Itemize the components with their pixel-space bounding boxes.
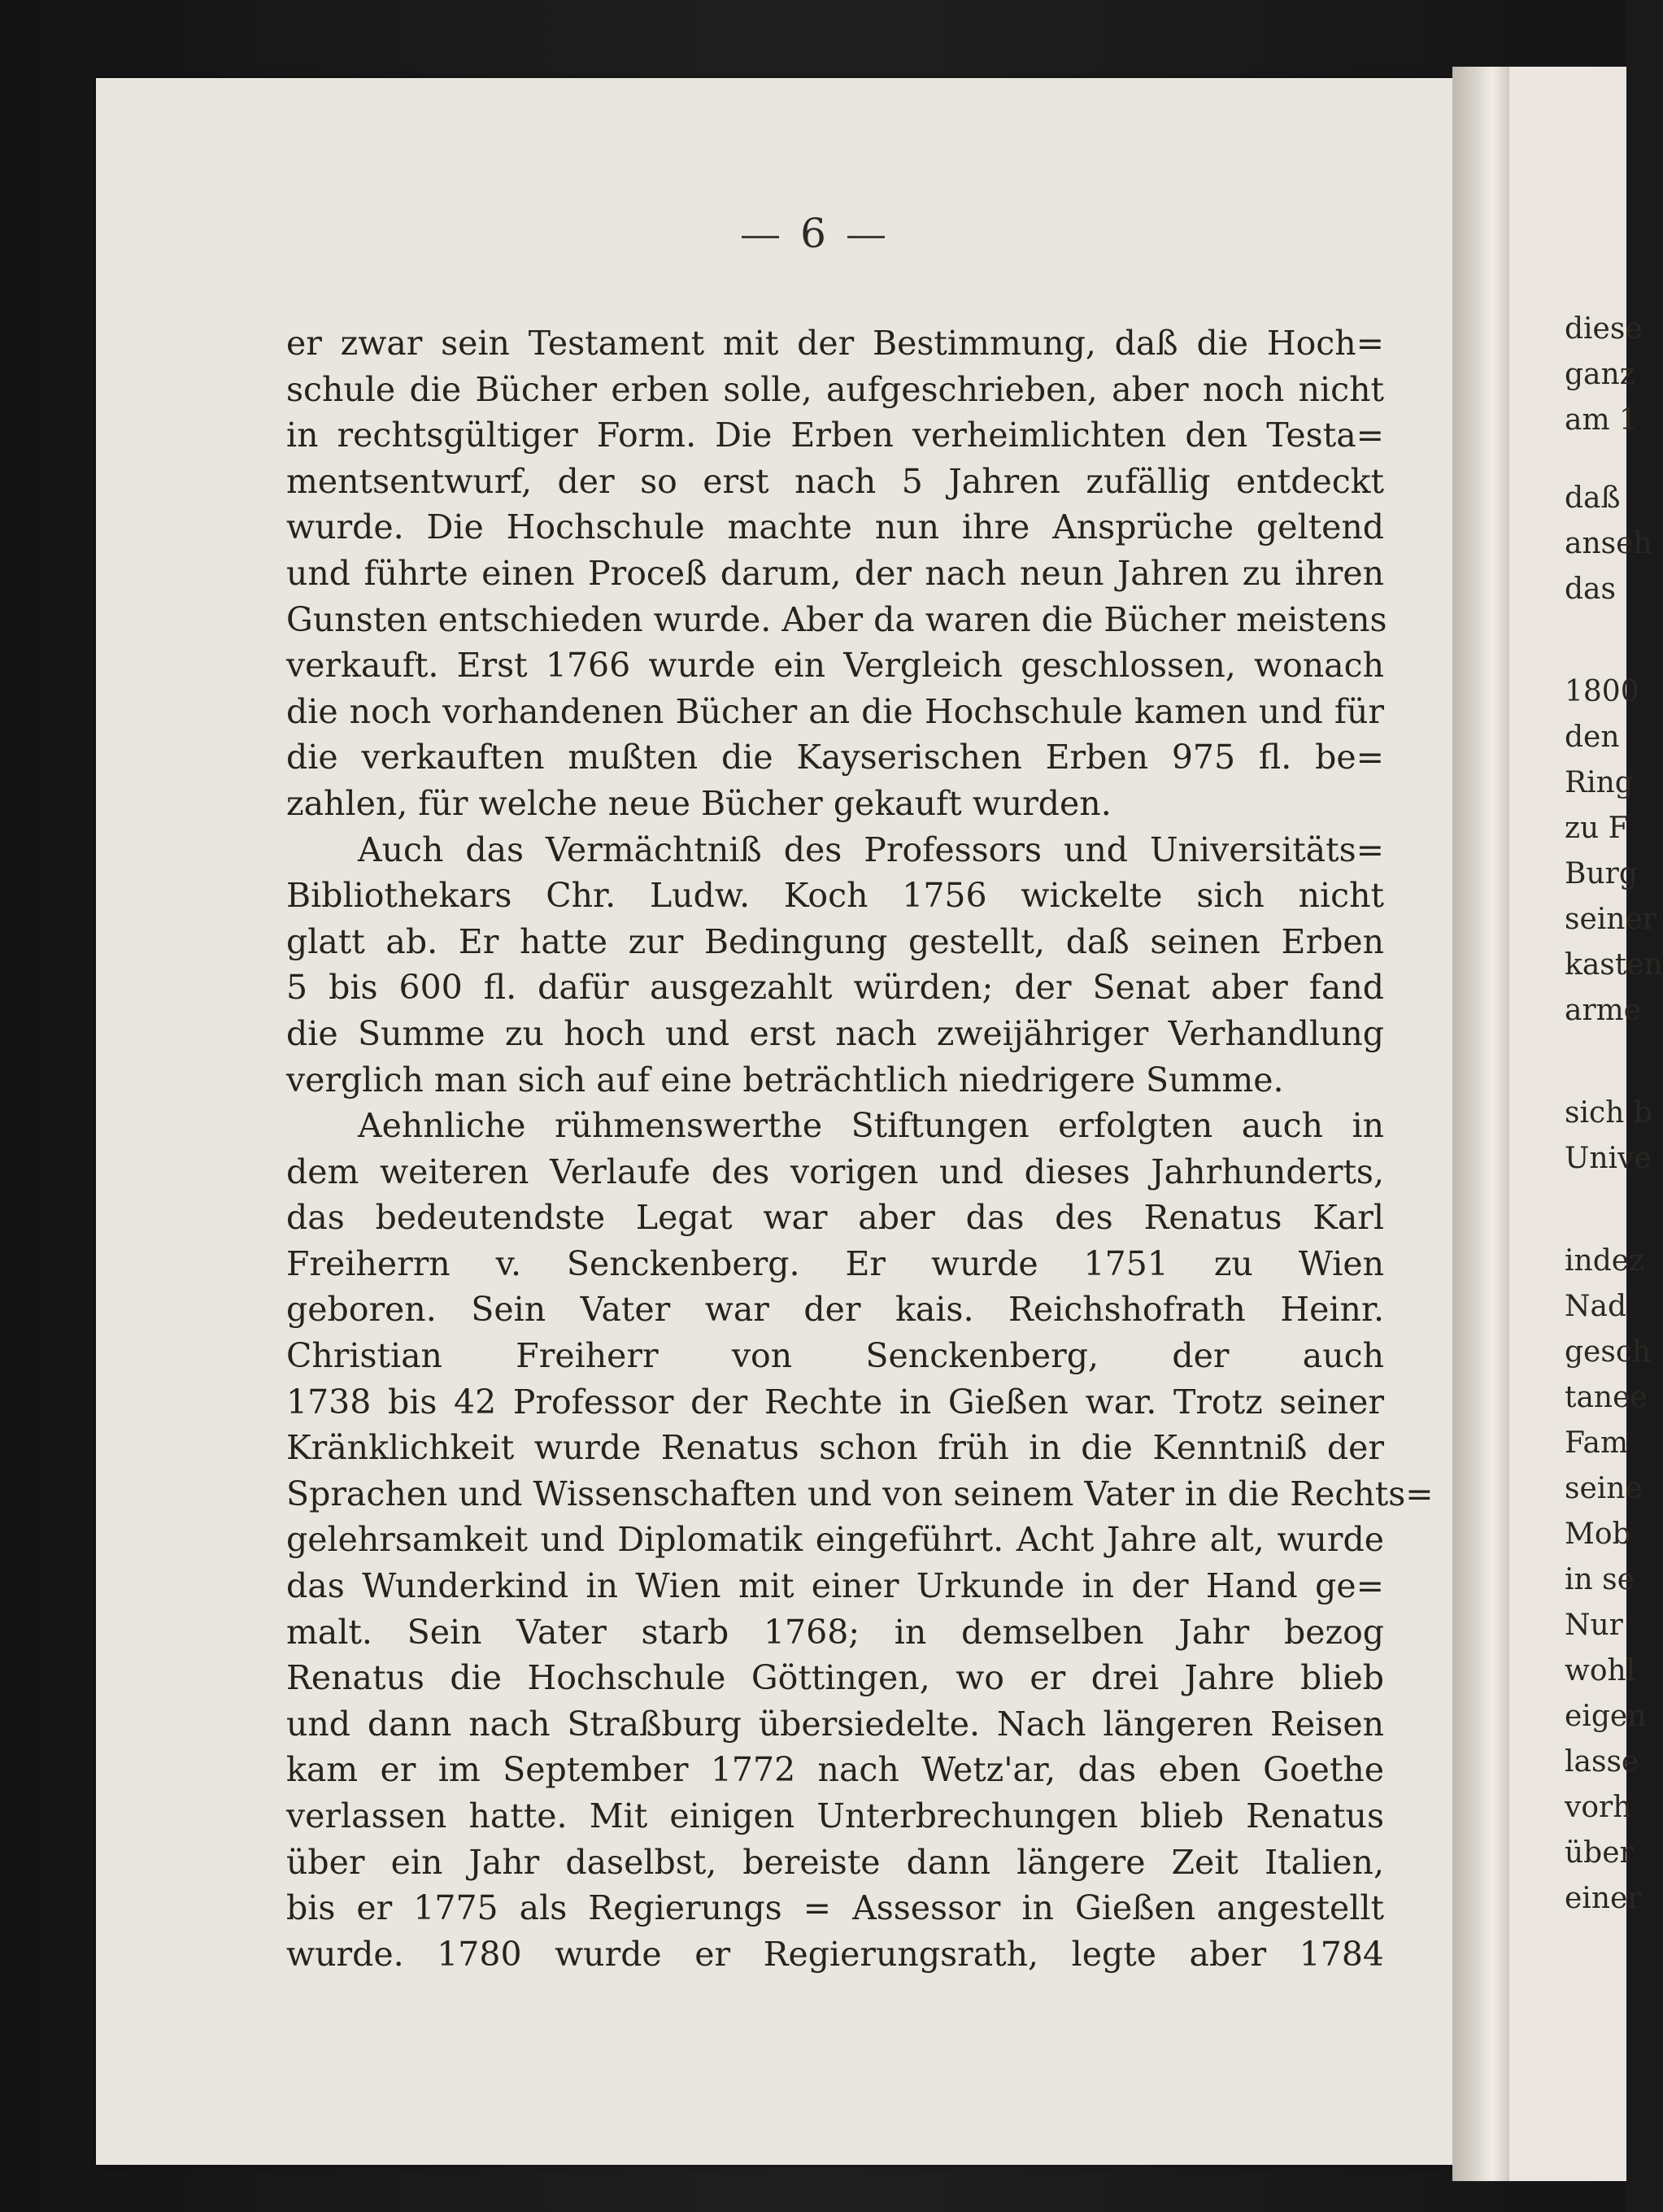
- next-page-fragment: über: [1565, 1836, 1634, 1870]
- text-line: schule die Bücher erben solle, aufgeschrieben, aber noch nicht: [286, 369, 1384, 409]
- next-page-fragment: gesch: [1565, 1335, 1652, 1369]
- text-line: die verkauften mußten die Kayserischen Erben 975 fl. be=: [286, 738, 1384, 777]
- text-line: Kränklichkeit wurde Renatus schon früh in die Kenntniß der: [286, 1428, 1384, 1468]
- text-line: mentsentwurf, der so erst nach 5 Jahren zufällig entdeckt: [286, 461, 1384, 501]
- body-text: [286, 320, 1434, 1977]
- next-page-fragment: diese: [1565, 312, 1643, 346]
- text-line: verkauft. Erst 1766 wurde ein Vergleich geschlossen, wonach: [286, 646, 1384, 686]
- text-line: Bibliothekars Chr. Ludw. Koch 1756 wickelte sich nicht: [286, 876, 1384, 916]
- next-page-fragment: am 1: [1565, 403, 1638, 437]
- text-line: er zwar sein Testament mit der Bestimmung, daß die Hoch=: [286, 324, 1384, 363]
- next-page-fragment: 1800: [1565, 675, 1639, 708]
- next-page-fragment: tanee: [1565, 1381, 1648, 1414]
- next-page-fragment: sich b: [1565, 1096, 1652, 1130]
- text-line: die noch vorhandenen Bücher an die Hochschule kamen und für: [286, 691, 1384, 731]
- text-line: verglich man sich auf eine beträchtlich niedrigere Summe.: [286, 1060, 1284, 1099]
- next-page-fragment: arme: [1565, 994, 1642, 1027]
- next-page-fragment: Nad: [1565, 1290, 1627, 1323]
- text-line: und dann nach Straßburg übersiedelte. Nach längeren Reisen: [286, 1704, 1384, 1744]
- text-line: 1738 bis 42 Professor der Rechte in Gießen war. Trotz seiner: [286, 1382, 1384, 1422]
- next-page-fragment: indez: [1565, 1244, 1645, 1278]
- text-line: zahlen, für welche neue Bücher gekauft wurden.: [286, 783, 1112, 823]
- text-line: das Wunderkind in Wien mit einer Urkunde in der Hand ge=: [286, 1566, 1384, 1606]
- page-header: [0, 210, 1626, 257]
- text-line: und führte einen Proceß darum, der nach neun Jahren zu ihren: [286, 553, 1384, 593]
- next-page-fragment: ganz: [1565, 358, 1635, 391]
- next-page-fragment: anseh: [1565, 527, 1652, 560]
- text-line: Christian Freiherr von Senckenberg, der auch: [286, 1336, 1384, 1376]
- next-page-fragment: seiner: [1565, 903, 1656, 936]
- text-line: Renatus die Hochschule Göttingen, wo er drei Jahre blieb: [286, 1658, 1384, 1698]
- text-line: die Summe zu hoch und erst nach zweijähriger Verhandlung: [286, 1013, 1384, 1053]
- next-page-fragment: in se: [1565, 1563, 1635, 1596]
- next-page-fragment: seine: [1565, 1472, 1643, 1505]
- text-line: wurde. 1780 wurde er Regierungsrath, legte aber 1784: [286, 1934, 1384, 1974]
- text-line: Aehnliche rühmenswerthe Stiftungen erfolgten auch in: [358, 1106, 1384, 1146]
- text-line: Freiherrn v. Senckenberg. Er wurde 1751 zu Wien: [286, 1243, 1384, 1283]
- next-page-fragment: vorh: [1565, 1791, 1632, 1824]
- header-dash-left: [742, 236, 779, 238]
- book-gutter: [1452, 67, 1509, 2181]
- next-page-fragment: zu F: [1565, 812, 1629, 845]
- text-line: das bedeutendste Legat war aber das des Renatus Karl: [286, 1198, 1384, 1238]
- next-page-fragment: daß: [1565, 481, 1621, 515]
- text-line: kam er im September 1772 nach Wetz'ar, das eben Goethe: [286, 1750, 1384, 1790]
- next-page-fragment: kasten: [1565, 948, 1663, 982]
- next-page-fragment: Burg: [1565, 857, 1638, 890]
- text-line: 5 bis 600 fl. dafür ausgezahlt würden; der Senat aber fand: [286, 968, 1384, 1008]
- text-line: in rechtsgültiger Form. Die Erben verheimlichten den Testa=: [286, 416, 1384, 455]
- next-page-fragment: lasse: [1565, 1745, 1639, 1779]
- text-line: Sprachen und Wissenschaften und von seinem Vater in die Rechts=: [286, 1474, 1434, 1513]
- text-line: malt. Sein Vater starb 1768; in demselben Jahr bezog: [286, 1612, 1384, 1652]
- next-page-fragment: einer: [1565, 1882, 1642, 1915]
- next-page-fragment: Mob: [1565, 1517, 1631, 1551]
- text-line: Auch das Vermächtniß des Professors und Universitäts=: [358, 830, 1384, 869]
- text-line: gelehrsamkeit und Diplomatik eingeführt. Acht Jahre alt, wurde: [286, 1520, 1384, 1560]
- text-line: bis er 1775 als Regierungs = Assessor in Gießen angestellt: [286, 1888, 1384, 1928]
- text-line: wurde. Die Hochschule machte nun ihre Ansprüche geltend: [286, 507, 1384, 547]
- next-page-fragment: eigen: [1565, 1700, 1647, 1733]
- text-line: dem weiteren Verlaufe des vorigen und dieses Jahrhunderts,: [286, 1152, 1384, 1191]
- next-page-fragment: Unive: [1565, 1142, 1652, 1175]
- text-line: verlassen hatte. Mit einigen Unterbrechungen blieb Renatus: [286, 1796, 1384, 1835]
- next-page-fragment: den: [1565, 721, 1620, 754]
- next-page-fragment: das: [1565, 573, 1616, 606]
- next-page-fragment: wohl: [1565, 1654, 1636, 1687]
- next-page-fragment: Fam: [1565, 1426, 1629, 1460]
- text-line: geboren. Sein Vater war der kais. Reichshofrath Heinr.: [286, 1290, 1384, 1330]
- text-line: über ein Jahr daselbst, bereiste dann längere Zeit Italien,: [286, 1842, 1384, 1882]
- next-page-fragment: Nur: [1565, 1609, 1623, 1642]
- next-page-fragment: Ring: [1565, 766, 1634, 799]
- text-line: Gunsten entschieden wurde. Aber da waren die Bücher meistens: [286, 599, 1387, 639]
- page-number: 6: [800, 210, 826, 257]
- header-dash-right: [847, 236, 885, 238]
- text-line: glatt ab. Er hatte zur Bedingung gestellt, daß seinen Erben: [286, 921, 1384, 961]
